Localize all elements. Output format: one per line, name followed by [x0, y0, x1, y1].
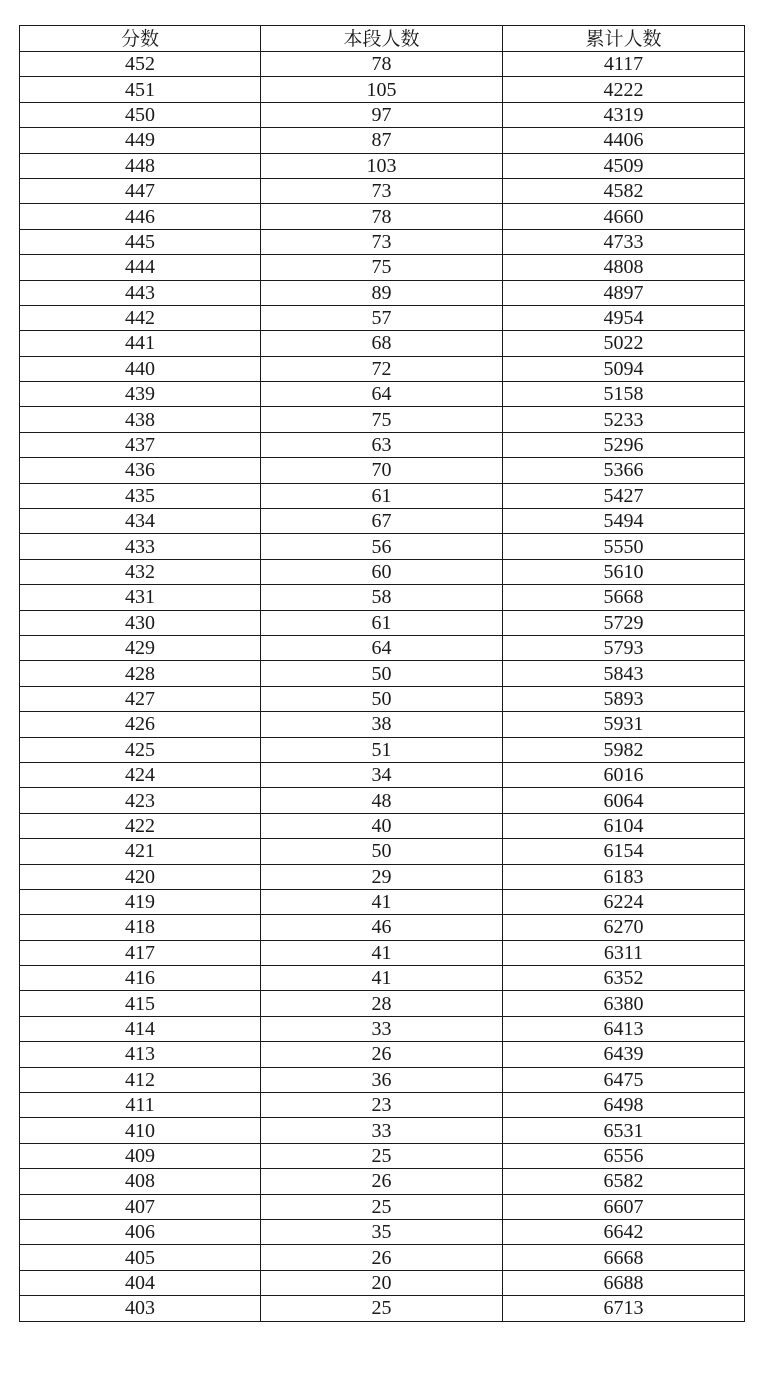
cell-score: 415 — [20, 991, 261, 1016]
cell-cumulative-count: 6475 — [503, 1067, 745, 1092]
cell-segment-count: 41 — [261, 966, 503, 991]
cell-cumulative-count: 5729 — [503, 610, 745, 635]
table-row — [20, 204, 745, 229]
cell-score: 435 — [20, 483, 261, 508]
cell-score: 404 — [20, 1270, 261, 1295]
cell-score: 416 — [20, 966, 261, 991]
cell-score: 424 — [20, 762, 261, 787]
cell-score: 429 — [20, 635, 261, 660]
cell-score: 422 — [20, 813, 261, 838]
table-row — [20, 1169, 745, 1194]
cell-cumulative-count: 6688 — [503, 1270, 745, 1295]
table-row — [20, 1016, 745, 1041]
cell-cumulative-count: 5366 — [503, 458, 745, 483]
cell-cumulative-count: 6713 — [503, 1296, 745, 1321]
table-row — [20, 229, 745, 254]
cell-segment-count: 87 — [261, 128, 503, 153]
cell-segment-count: 26 — [261, 1245, 503, 1270]
cell-cumulative-count: 5893 — [503, 686, 745, 711]
cell-segment-count: 51 — [261, 737, 503, 762]
cell-score: 420 — [20, 864, 261, 889]
cell-score: 411 — [20, 1093, 261, 1118]
cell-score: 431 — [20, 585, 261, 610]
table-row — [20, 889, 745, 914]
cell-cumulative-count: 6607 — [503, 1194, 745, 1219]
cell-score: 410 — [20, 1118, 261, 1143]
cell-score: 446 — [20, 204, 261, 229]
cell-cumulative-count: 6311 — [503, 940, 745, 965]
cell-score: 427 — [20, 686, 261, 711]
table-row — [20, 356, 745, 381]
cell-score: 452 — [20, 52, 261, 77]
table-row — [20, 102, 745, 127]
table-row — [20, 1143, 745, 1168]
cell-cumulative-count: 4660 — [503, 204, 745, 229]
cell-cumulative-count: 4406 — [503, 128, 745, 153]
table-row — [20, 1042, 745, 1067]
cell-segment-count: 25 — [261, 1194, 503, 1219]
header-score: 分数 — [20, 26, 261, 52]
cell-segment-count: 26 — [261, 1042, 503, 1067]
cell-cumulative-count: 4808 — [503, 255, 745, 280]
cell-cumulative-count: 4582 — [503, 178, 745, 203]
cell-cumulative-count: 6380 — [503, 991, 745, 1016]
cell-cumulative-count: 5094 — [503, 356, 745, 381]
cell-cumulative-count: 5296 — [503, 432, 745, 457]
cell-segment-count: 41 — [261, 940, 503, 965]
table-row — [20, 178, 745, 203]
cell-score: 432 — [20, 559, 261, 584]
cell-segment-count: 73 — [261, 178, 503, 203]
cell-score: 403 — [20, 1296, 261, 1321]
cell-cumulative-count: 6016 — [503, 762, 745, 787]
cell-score: 421 — [20, 839, 261, 864]
cell-segment-count: 29 — [261, 864, 503, 889]
cell-cumulative-count: 4897 — [503, 280, 745, 305]
cell-segment-count: 20 — [261, 1270, 503, 1295]
cell-cumulative-count: 6270 — [503, 915, 745, 940]
cell-segment-count: 57 — [261, 305, 503, 330]
table-row — [20, 864, 745, 889]
cell-score: 414 — [20, 1016, 261, 1041]
table-header-row — [20, 26, 745, 52]
cell-segment-count: 78 — [261, 204, 503, 229]
cell-cumulative-count: 5158 — [503, 382, 745, 407]
cell-cumulative-count: 5931 — [503, 712, 745, 737]
cell-cumulative-count: 4733 — [503, 229, 745, 254]
cell-segment-count: 70 — [261, 458, 503, 483]
cell-cumulative-count: 5427 — [503, 483, 745, 508]
table-row — [20, 839, 745, 864]
cell-segment-count: 23 — [261, 1093, 503, 1118]
table-body — [20, 52, 745, 1322]
cell-score: 417 — [20, 940, 261, 965]
table-row — [20, 1118, 745, 1143]
table-row — [20, 712, 745, 737]
cell-segment-count: 25 — [261, 1296, 503, 1321]
table-row — [20, 686, 745, 711]
table-row — [20, 458, 745, 483]
cell-score: 442 — [20, 305, 261, 330]
cell-score: 434 — [20, 509, 261, 534]
table-row — [20, 610, 745, 635]
table-row — [20, 661, 745, 686]
cell-segment-count: 34 — [261, 762, 503, 787]
cell-score: 407 — [20, 1194, 261, 1219]
cell-cumulative-count: 6413 — [503, 1016, 745, 1041]
table-row — [20, 153, 745, 178]
table-row — [20, 52, 745, 77]
cell-segment-count: 105 — [261, 77, 503, 102]
table-row — [20, 1093, 745, 1118]
table-row — [20, 1270, 745, 1295]
cell-cumulative-count: 6582 — [503, 1169, 745, 1194]
cell-segment-count: 36 — [261, 1067, 503, 1092]
table-row — [20, 534, 745, 559]
cell-segment-count: 50 — [261, 839, 503, 864]
cell-segment-count: 64 — [261, 635, 503, 660]
table-row — [20, 966, 745, 991]
cell-cumulative-count: 6498 — [503, 1093, 745, 1118]
table-row — [20, 788, 745, 813]
cell-cumulative-count: 6439 — [503, 1042, 745, 1067]
cell-score: 430 — [20, 610, 261, 635]
table-row — [20, 1067, 745, 1092]
cell-segment-count: 46 — [261, 915, 503, 940]
cell-score: 445 — [20, 229, 261, 254]
cell-segment-count: 56 — [261, 534, 503, 559]
cell-segment-count: 78 — [261, 52, 503, 77]
cell-segment-count: 26 — [261, 1169, 503, 1194]
cell-cumulative-count: 5550 — [503, 534, 745, 559]
table-row — [20, 940, 745, 965]
cell-score: 406 — [20, 1219, 261, 1244]
cell-cumulative-count: 4319 — [503, 102, 745, 127]
header-cumulative-count: 累计人数 — [503, 26, 745, 52]
cell-cumulative-count: 6531 — [503, 1118, 745, 1143]
cell-score: 412 — [20, 1067, 261, 1092]
cell-segment-count: 28 — [261, 991, 503, 1016]
cell-cumulative-count: 5843 — [503, 661, 745, 686]
cell-segment-count: 97 — [261, 102, 503, 127]
cell-cumulative-count: 5022 — [503, 331, 745, 356]
cell-segment-count: 33 — [261, 1118, 503, 1143]
cell-score: 433 — [20, 534, 261, 559]
cell-segment-count: 64 — [261, 382, 503, 407]
cell-score: 440 — [20, 356, 261, 381]
cell-segment-count: 61 — [261, 610, 503, 635]
table-row — [20, 280, 745, 305]
header-segment-count: 本段人数 — [261, 26, 503, 52]
table-row — [20, 407, 745, 432]
cell-score: 428 — [20, 661, 261, 686]
cell-cumulative-count: 6642 — [503, 1219, 745, 1244]
cell-score: 443 — [20, 280, 261, 305]
table-row — [20, 585, 745, 610]
cell-segment-count: 75 — [261, 255, 503, 280]
table-row — [20, 77, 745, 102]
cell-segment-count: 60 — [261, 559, 503, 584]
cell-segment-count: 50 — [261, 686, 503, 711]
cell-score: 444 — [20, 255, 261, 280]
table-row — [20, 382, 745, 407]
cell-cumulative-count: 6352 — [503, 966, 745, 991]
cell-cumulative-count: 6104 — [503, 813, 745, 838]
cell-segment-count: 40 — [261, 813, 503, 838]
cell-score: 426 — [20, 712, 261, 737]
cell-score: 439 — [20, 382, 261, 407]
cell-score: 437 — [20, 432, 261, 457]
cell-score: 449 — [20, 128, 261, 153]
table-row — [20, 559, 745, 584]
cell-segment-count: 58 — [261, 585, 503, 610]
cell-segment-count: 33 — [261, 1016, 503, 1041]
cell-segment-count: 73 — [261, 229, 503, 254]
table-row — [20, 483, 745, 508]
cell-cumulative-count: 6668 — [503, 1245, 745, 1270]
cell-segment-count: 48 — [261, 788, 503, 813]
cell-score: 413 — [20, 1042, 261, 1067]
cell-cumulative-count: 6064 — [503, 788, 745, 813]
cell-segment-count: 50 — [261, 661, 503, 686]
cell-cumulative-count: 5668 — [503, 585, 745, 610]
cell-cumulative-count: 6556 — [503, 1143, 745, 1168]
cell-cumulative-count: 6183 — [503, 864, 745, 889]
table-row — [20, 432, 745, 457]
cell-score: 448 — [20, 153, 261, 178]
cell-score: 447 — [20, 178, 261, 203]
cell-segment-count: 61 — [261, 483, 503, 508]
table-row — [20, 305, 745, 330]
table-row — [20, 915, 745, 940]
table-row — [20, 991, 745, 1016]
table-row — [20, 1296, 745, 1321]
cell-segment-count: 35 — [261, 1219, 503, 1244]
table-row — [20, 813, 745, 838]
cell-score: 419 — [20, 889, 261, 914]
table-row — [20, 1245, 745, 1270]
cell-segment-count: 68 — [261, 331, 503, 356]
cell-cumulative-count: 5793 — [503, 635, 745, 660]
table-row — [20, 331, 745, 356]
cell-score: 441 — [20, 331, 261, 356]
cell-cumulative-count: 5610 — [503, 559, 745, 584]
cell-score: 418 — [20, 915, 261, 940]
cell-cumulative-count: 5982 — [503, 737, 745, 762]
cell-segment-count: 75 — [261, 407, 503, 432]
cell-segment-count: 41 — [261, 889, 503, 914]
cell-score: 438 — [20, 407, 261, 432]
cell-score: 423 — [20, 788, 261, 813]
cell-segment-count: 72 — [261, 356, 503, 381]
table-row — [20, 737, 745, 762]
cell-segment-count: 89 — [261, 280, 503, 305]
table-row — [20, 635, 745, 660]
cell-segment-count: 63 — [261, 432, 503, 457]
table-row — [20, 128, 745, 153]
cell-segment-count: 67 — [261, 509, 503, 534]
cell-cumulative-count: 6224 — [503, 889, 745, 914]
table-row — [20, 1194, 745, 1219]
cell-score: 436 — [20, 458, 261, 483]
cell-cumulative-count: 4954 — [503, 305, 745, 330]
table-row — [20, 762, 745, 787]
cell-cumulative-count: 6154 — [503, 839, 745, 864]
cell-cumulative-count: 4509 — [503, 153, 745, 178]
cell-segment-count: 25 — [261, 1143, 503, 1168]
table-row — [20, 255, 745, 280]
score-distribution-sheet — [19, 25, 744, 1322]
cell-score: 425 — [20, 737, 261, 762]
cell-cumulative-count: 4117 — [503, 52, 745, 77]
cell-score: 408 — [20, 1169, 261, 1194]
cell-cumulative-count: 5494 — [503, 509, 745, 534]
table-row — [20, 509, 745, 534]
cell-score: 451 — [20, 77, 261, 102]
cell-cumulative-count: 4222 — [503, 77, 745, 102]
cell-segment-count: 38 — [261, 712, 503, 737]
cell-score: 450 — [20, 102, 261, 127]
table-row — [20, 1219, 745, 1244]
cell-segment-count: 103 — [261, 153, 503, 178]
cell-score: 405 — [20, 1245, 261, 1270]
cell-cumulative-count: 5233 — [503, 407, 745, 432]
score-distribution-table — [19, 25, 745, 1322]
cell-score: 409 — [20, 1143, 261, 1168]
